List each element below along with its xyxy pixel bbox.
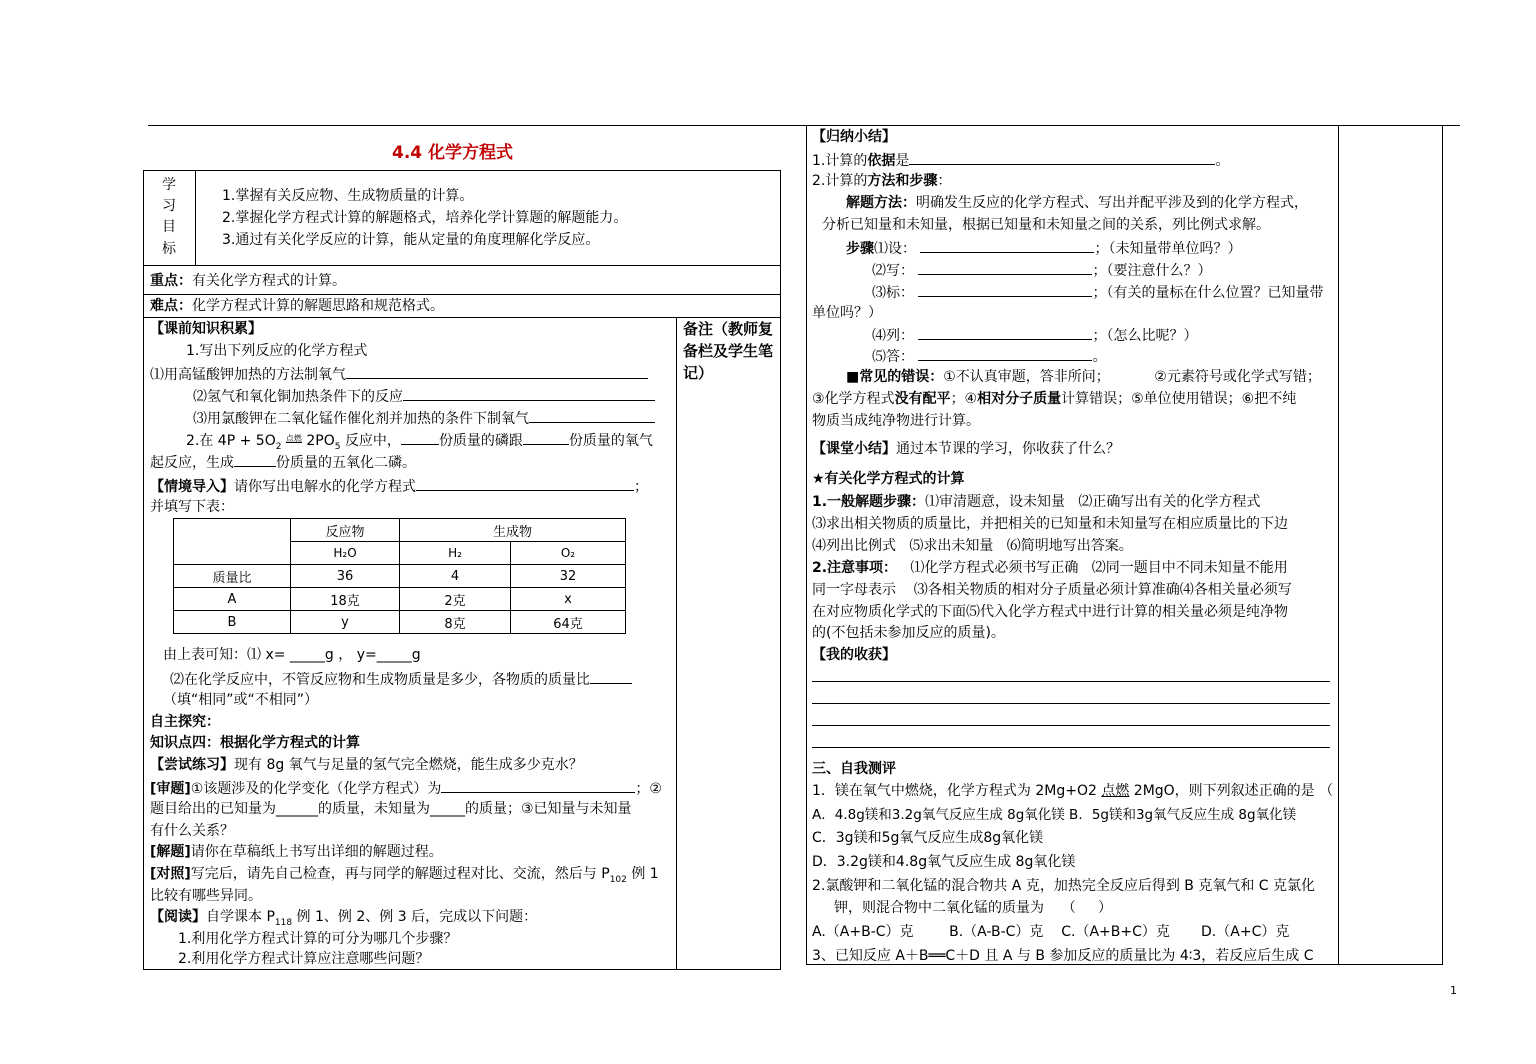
- attn-text: ⑴化学方程式必须书写正确 ⑵同一题目中不同未知量不能用: [897, 560, 1288, 576]
- table-cell: 2克: [400, 588, 511, 611]
- step-5: [872, 346, 1106, 366]
- errors2-a: ③化学方程式: [812, 391, 895, 407]
- step-2: [872, 260, 1211, 280]
- answer-blank[interactable]: [918, 325, 1092, 340]
- try-exercise: [150, 756, 583, 774]
- test-2: 2.氯酸钾和二氧化锰的混合物共 A 克，加热完全反应后得到 B 克氧气和 C 克氯化: [812, 878, 1316, 894]
- goal-item-1: 1.掌握有关反应物、生成物质量的计算。: [222, 188, 474, 204]
- method-a: 2.计算的: [812, 173, 868, 189]
- left-bottom-border: [143, 969, 780, 970]
- difficulty-text: 化学方程式计算的解题思路和规范格式。: [192, 298, 444, 314]
- left-border: [143, 170, 144, 970]
- right-outer-border: [1442, 125, 1443, 965]
- notes-line-3: 记）: [683, 364, 714, 382]
- summary-heading: 【归纳小结】: [812, 129, 896, 145]
- answer-blank[interactable]: [920, 238, 1094, 253]
- errors-3: 物质当成纯净物进行计算。: [812, 413, 980, 429]
- answer-blank[interactable]: [918, 260, 1092, 275]
- table-row: [174, 565, 626, 588]
- method: [812, 172, 951, 190]
- q2-d: 份质量的磷跟: [438, 433, 523, 449]
- key-point: [150, 272, 346, 290]
- difficulty-label: 难点：: [150, 298, 192, 314]
- step3-label: ⑶标：: [872, 285, 914, 301]
- q1a: [150, 364, 648, 384]
- step-1: [846, 238, 1241, 258]
- test-1-D: D．3.2g镁和4.8g氧气反应生成 8g氧化镁: [812, 854, 1076, 870]
- answer-blank[interactable]: [234, 452, 276, 467]
- divider: [143, 265, 780, 266]
- attention: [812, 559, 1288, 577]
- step1-label: ⑴设：: [874, 241, 916, 257]
- ratio-question-text: ⑵在化学反应中，不管反应物和生成物质量是多少，各物质的质量比: [170, 672, 590, 688]
- q2-c: 反应中，: [344, 433, 401, 449]
- check-sub: 102: [609, 874, 627, 885]
- test-1-A: A．4.8g镁和3.2g氧气反应生成 8g氧化镁 B．5g镁和3g氧气反应生成 8g氧化镁: [812, 807, 1297, 823]
- ratio-question-2: （填“相同”或“不相同”）: [163, 692, 319, 708]
- basis-c: 是: [895, 153, 910, 169]
- q2-b: 2P: [306, 433, 324, 449]
- answer-blank[interactable]: [918, 282, 1092, 297]
- answer-blank[interactable]: [590, 669, 632, 684]
- errors2-b: 没有配平: [894, 391, 951, 407]
- goals-label-2: 习: [162, 198, 176, 214]
- solve: [150, 843, 443, 861]
- attention-3: 在对应物质化学式的下面⑸代入化学方程式中进行计算的相关量必须是纯净物: [812, 604, 1288, 620]
- try-text: 现有 8g 氧气与足量的氢气完全燃烧，能生成多少克水？: [234, 757, 583, 773]
- difficulty: [150, 297, 444, 315]
- table-cell: y: [291, 611, 400, 634]
- review-end: ；②: [635, 781, 662, 797]
- q2: 2.在 $4P + 5O_2$ $^{点燃}$ $2PO_5$ 反应中， 份质量的磷跟 份质量的氧气: [186, 430, 653, 456]
- solve-text: 请你在草稿纸上书写出详细的解题过程。: [190, 844, 443, 860]
- q2-line2: [150, 452, 416, 472]
- answer-blank[interactable]: [529, 408, 655, 423]
- page-number: 1: [1450, 984, 1457, 997]
- t1-c: 2MgO，则下列叙述正确的是 （: [1129, 783, 1334, 799]
- q2-a: 2.在 4P + 5O: [186, 433, 276, 449]
- check-label: [对照]: [150, 866, 191, 882]
- q1a-text: ⑴用高锰酸钾加热的方法制氧气: [150, 367, 346, 383]
- check-2: 比较有哪些异同。: [150, 888, 262, 904]
- from-table: 由上表可知：⑴ x= _____g ， y=_____g: [163, 647, 421, 663]
- mass-ratio-table: [173, 518, 626, 634]
- row-label: A: [174, 588, 291, 611]
- prior-knowledge-heading: 【课前知识积累】: [150, 321, 262, 337]
- review-text: ①该题涉及的化学变化（化学方程式）为: [190, 781, 442, 797]
- solve-method-2: 分析已知量和未知量，根据已知量和未知量之间的关系，列比例式求解。: [822, 217, 1270, 233]
- errors: [846, 368, 1321, 386]
- step2-hint: ；（要注意什么？）: [1092, 263, 1212, 279]
- ratio-question: [170, 669, 632, 689]
- step4-hint: ；（怎么比呢？）: [1092, 328, 1198, 344]
- table-cell: 18克: [291, 588, 400, 611]
- intro: [150, 476, 648, 496]
- q1b-text: ⑵氢气和氧化铜加热条件下的反应: [193, 389, 403, 405]
- q1b: [193, 386, 655, 406]
- check-end: 例 1: [626, 866, 659, 882]
- divider: [143, 294, 780, 295]
- gain-line-2[interactable]: [812, 703, 1330, 704]
- goal-item-3: 3.通过有关化学反应的计算，能从定量的角度理解化学反应。: [222, 232, 600, 248]
- solve-method-text: 明确发生反应的化学方程式、写出并配平涉及到的化学方程式，: [916, 195, 1308, 211]
- q2-e: 份质量的氧气: [568, 433, 653, 449]
- goals-label-3: 目: [162, 219, 176, 235]
- attention-2: 同一字母表示 ⑶各相关物质的相对分子质量必须计算准确⑷各相关量必须写: [812, 582, 1292, 598]
- row-label: 质量比: [174, 565, 291, 588]
- notes-line-2: 备栏及学生笔: [683, 342, 774, 360]
- point4-heading: 知识点四：根据化学方程式的计算: [150, 735, 360, 751]
- step5-label: ⑸答：: [872, 349, 914, 365]
- intro-label: 【情境导入】: [150, 479, 234, 495]
- read-q1: 1.利用化学方程式计算的可分为哪几个步骤？: [178, 931, 458, 947]
- test-2b: 钾，则混合物中二氧化锰的质量为 （ ）: [834, 900, 1113, 916]
- formula-h2o: H₂O: [291, 542, 400, 565]
- table-cell: 36: [291, 565, 400, 588]
- answer-blank[interactable]: [523, 430, 569, 445]
- answer-blank[interactable]: [918, 346, 1092, 361]
- header-reactant: 反应物: [291, 519, 400, 542]
- q2-f: 起反应，生成: [150, 455, 234, 471]
- basis-b: 依据: [867, 153, 896, 169]
- gain-line-3[interactable]: [812, 725, 1330, 726]
- test-1: [812, 782, 1333, 800]
- formula-h2: H₂: [400, 542, 511, 565]
- table-cell: 8克: [400, 611, 511, 634]
- errors-2: [812, 390, 1296, 408]
- general-steps-3: ⑷列出比例式 ⑸求出未知量 ⑹简明地写出答案。: [812, 538, 1133, 554]
- check-text: 写完后，请先自己检查，再与同学的解题过程对比、交流，然后与 P: [190, 866, 610, 882]
- general-steps-2: ⑶求出相关物质的质量比，并把相关的已知量和未知量写在相应质量比的下边: [812, 516, 1288, 532]
- gen-label: 1.一般解题步骤：: [812, 494, 926, 510]
- goals-label-4: 标: [162, 241, 176, 257]
- read-text: 自学课本 P: [206, 909, 275, 925]
- general-steps: [812, 493, 1260, 511]
- table-corner: [174, 519, 291, 565]
- review: [150, 778, 662, 798]
- errors-label: ■常见的错误：: [846, 369, 944, 385]
- read-q2: 2.利用化学方程式计算应注意哪些问题？: [178, 951, 430, 967]
- step-4: [872, 325, 1197, 345]
- star-heading: ★有关化学方程式的计算: [812, 471, 965, 487]
- divider: [143, 317, 780, 318]
- row-label: B: [174, 611, 291, 634]
- read-end: 例 1、例 2、例 3 后，完成以下问题：: [292, 909, 538, 925]
- step-3: [872, 282, 1323, 302]
- right-notes-divider: [1338, 125, 1339, 965]
- intro-text: 请你写出电解水的化学方程式: [234, 479, 416, 495]
- review-3: 有什么关系？: [150, 823, 234, 839]
- goals-label-1: 学: [162, 177, 176, 193]
- test-3: 3、已知反应 A＋B══C＋D 且 A 与 B 参加反应的质量比为 4∶3，若反应后生成 C: [812, 948, 1314, 964]
- self-test-heading: 三、自我测评: [812, 761, 896, 777]
- read-sub: 118: [274, 917, 293, 928]
- key-point-label: 重点：: [150, 273, 192, 289]
- test-1-C: C．3g镁和5g氧气反应生成8g氧化镁: [812, 830, 1044, 846]
- key-point-text: 有关化学方程式的计算。: [192, 273, 346, 289]
- read-label: 【阅读】: [150, 909, 206, 925]
- step3-hint: ；（有关的量标在什么位置？已知量带: [1092, 285, 1324, 301]
- table-row: [174, 588, 626, 611]
- answer-blank[interactable]: [346, 364, 648, 379]
- answer-blank[interactable]: [401, 430, 439, 445]
- goal-item-2: 2.掌握化学方程式计算的解题格式，培养化学计算题的解题能力。: [222, 210, 628, 226]
- gain-heading: 【我的收获】: [812, 647, 896, 663]
- t1-a: 1．镁在氧气中燃烧，化学方程式为 2Mg+O2: [812, 783, 1102, 799]
- gain-line-4[interactable]: [812, 747, 1330, 748]
- attn-label: 2.注意事项：: [812, 560, 898, 576]
- basis: [812, 150, 1229, 170]
- step4-label: ⑷列：: [872, 328, 914, 344]
- answer-blank[interactable]: [403, 386, 655, 401]
- answer-blank[interactable]: [909, 150, 1215, 165]
- step-3b: 单位吗？）: [812, 305, 882, 321]
- q1: 1.写出下列反应的化学方程式: [186, 343, 368, 359]
- left-top-border: [143, 170, 780, 171]
- test-2-options: A.（A+B-C）克 B.（A-B-C）克 C.（A+B+C）克 D.（A+C）克: [812, 924, 1290, 940]
- class-label: 【课堂小结】: [812, 441, 896, 457]
- basis-a: 1.计算的: [812, 153, 868, 169]
- basis-end: 。: [1215, 153, 1230, 169]
- review-label: [审题]: [150, 781, 191, 797]
- t1-b: 点燃: [1101, 783, 1130, 799]
- explore-heading: 自主探究：: [150, 714, 220, 730]
- method-b: 方法和步骤: [867, 173, 938, 189]
- gain-line-1[interactable]: [812, 681, 1330, 682]
- review-2: 题目给出的已知量为______的质量，未知量为_____的质量；③已知量与未知量: [150, 801, 632, 817]
- solve-label: [解题]: [150, 844, 191, 860]
- formula-o2: O₂: [511, 542, 626, 565]
- try-label: 【尝试练习】: [150, 757, 234, 773]
- solve-method-label: 解题方法：: [846, 195, 916, 211]
- notes-line-1: 备注（教师复: [683, 320, 774, 338]
- intro-end: ；: [634, 479, 648, 495]
- answer-blank[interactable]: [416, 476, 634, 491]
- solve-method: [846, 194, 1308, 212]
- gen-text: ⑴审清题意，设未知量 ⑵正确写出有关的化学方程式: [925, 494, 1261, 510]
- step1-hint: ；（未知量带单位吗？）: [1094, 241, 1242, 257]
- check: [150, 865, 659, 889]
- left-right-border: [780, 170, 781, 970]
- fill-table-instruction: 并填写下表：: [150, 499, 234, 515]
- q1c-text: ⑶用氯酸钾在二氧化锰作催化剂并加热的条件下制氧气: [193, 411, 529, 427]
- top-rule: [148, 125, 1460, 126]
- errors2-e: 计算错误；⑤单位使用错误；⑥把不纯: [1061, 391, 1297, 407]
- right-left-border: [806, 125, 807, 965]
- errors-text: ①不认真审题，答非所问； ②元素符号或化学式写错；: [943, 369, 1321, 385]
- errors2-c: ；④: [950, 391, 978, 407]
- table-cell: 4: [400, 565, 511, 588]
- class-summary: [812, 440, 1120, 458]
- header-product: 生成物: [400, 519, 626, 542]
- q2-g: 份质量的五氧化二磷。: [276, 455, 416, 471]
- method-c: ：: [937, 173, 952, 189]
- q1c: [193, 408, 655, 428]
- table-cell: 32: [511, 565, 626, 588]
- page-title: 4.4 化学方程式: [392, 143, 514, 163]
- table-cell: x: [511, 588, 626, 611]
- read: [150, 908, 537, 932]
- divider: [195, 170, 196, 265]
- answer-blank[interactable]: [441, 778, 635, 793]
- step5-end: 。: [1092, 349, 1107, 365]
- table-cell: 64克: [511, 611, 626, 634]
- class-text: 通过本节课的学习，你收获了什么？: [896, 441, 1120, 457]
- errors2-d: 相对分子质量: [977, 391, 1062, 407]
- steps-label: 步骤: [846, 241, 874, 257]
- attention-4: 的(不包括未参加反应的质量)。: [812, 625, 1005, 641]
- table-row: [174, 611, 626, 634]
- notes-divider: [676, 317, 677, 969]
- step2-label: ⑵写：: [872, 263, 914, 279]
- q2-condition: 点燃: [285, 434, 302, 443]
